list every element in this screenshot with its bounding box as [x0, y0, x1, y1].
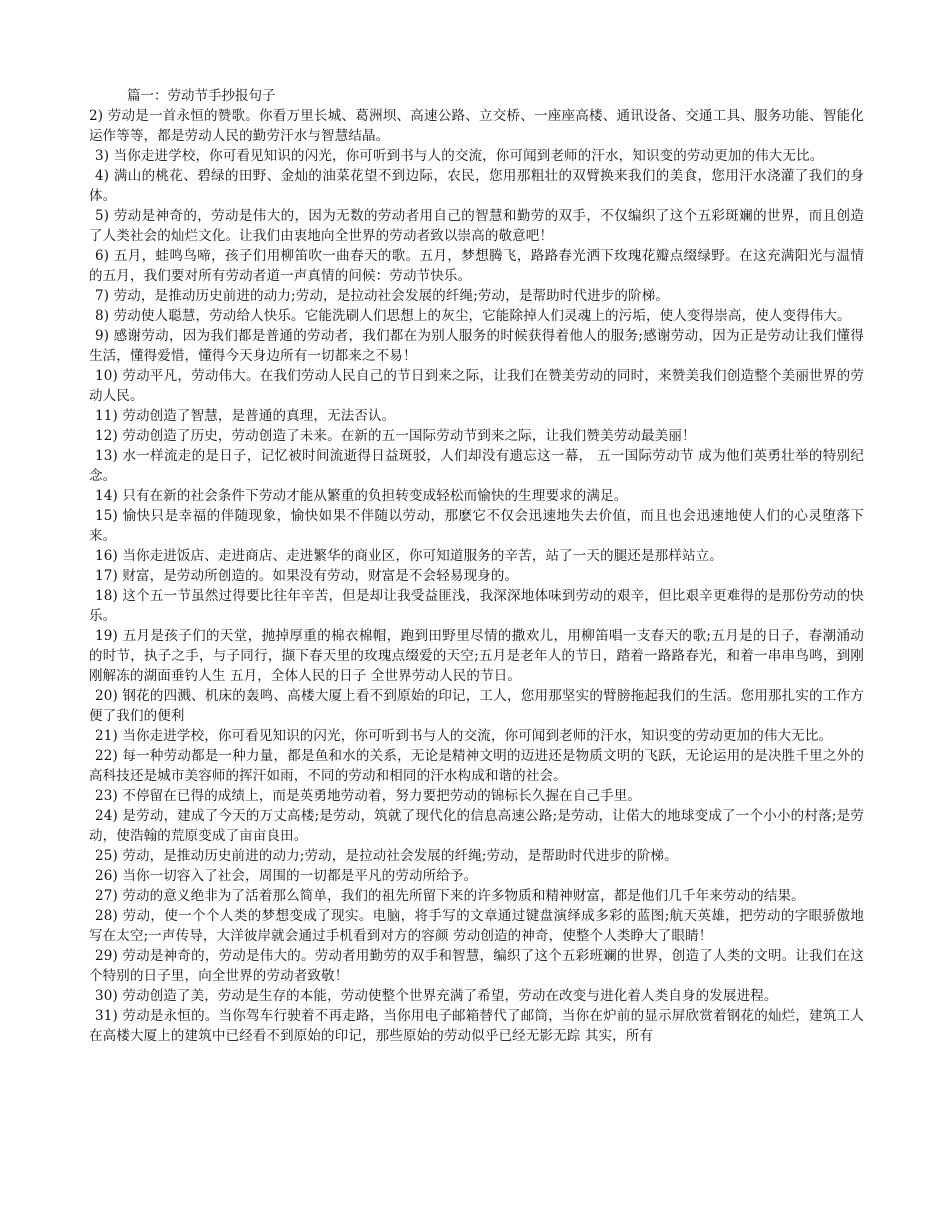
list-item: 29) 劳动是神奇的，劳动是伟大的。劳动者用勤劳的双手和智慧，编织了这个五彩班斓的世界，创造了人类的文明。让我们在这个特别的日子里，向全世界的劳动者致敬！	[89, 948, 864, 984]
list-item: 15) 愉快只是幸福的伴随现象，愉快如果不伴随以劳动，那麽它不仅会迅速地失去价值，而且也会迅速地使人们的心灵堕落下来。	[89, 508, 864, 544]
list-item: 26) 当你一切容入了社会，周围的一切都是平凡的劳动所给予。	[95, 868, 478, 884]
list-item: 27) 劳动的意义绝非为了活着那么简单，我们的祖先所留下来的许多物质和精神财富，都是他们几千年来劳动的结果。	[95, 888, 805, 904]
list-item: 18) 这个五一节虽然过得要比往年辛苦，但是却让我受益匪浅，我深深地体味到劳动的艰辛，但比艰辛更难得的是那份劳动的快乐。	[89, 588, 864, 624]
list-item: 3) 当你走进学校，你可看见知识的闪光，你可听到书与人的交流，你可闻到老师的汗水，知识变的劳动更加的伟大无比。	[95, 148, 824, 164]
list-item: 7) 劳动，是推动历史前进的动力;劳动，是拉动社会发展的纤绳;劳动，是帮助时代进步的阶梯。	[95, 288, 669, 304]
list-item: 10) 劳动平凡，劳动伟大。在我们劳动人民自己的节日到来之际，让我们在赞美劳动的同时，来赞美我们创造整个美丽世界的劳动人民。	[89, 368, 864, 404]
list-item: 11) 劳动创造了智慧，是普通的真理，无法否认。	[95, 408, 396, 424]
list-item: 14) 只有在新的社会条件下劳动才能从繁重的负担转变成轻松而愉快的生理要求的满足。	[95, 488, 628, 504]
list-item: 21) 当你走进学校，你可看见知识的闪光，你可听到书与人的交流，你可闻到老师的汗水，知识变的劳动更加的伟大无比。	[95, 728, 833, 744]
sentence-list	[89, 106, 864, 1046]
list-item: 28) 劳动，使一个个人类的梦想变成了现实。电脑，将手写的文章通过键盘演绎成多彩的蓝图;航天英雄，把劳动的字眼骄傲地写在太空;一声传导，大洋彼岸就会通过手机看到对方的容颜 劳动创造的神奇，使整个人类睁大了眼睛！	[89, 908, 864, 944]
list-item: 13) 水一样流走的是日子，记忆被时间流逝得日益斑驳，人们却没有遗忘这一幕， 五一国际劳动节 成为他们英勇壮举的特别纪念。	[89, 448, 864, 484]
list-item: 31) 劳动是永恒的。当你驾车行驶着不再走路，当你用电子邮箱替代了邮筒，当你在炉前的显示屏欣赏着钢花的灿烂，建筑工人在高楼大厦上的建筑中已经看不到原始的印记，那些原始的劳动似乎已经无影无踪 其实，所有	[89, 1008, 864, 1044]
list-item: 9) 感谢劳动，因为我们都是普通的劳动者，我们都在为别人服务的时候获得着他人的服务;感谢劳动，因为正是劳动让我们懂得生活，懂得爱惜，懂得今天身边所有一切都来之不易！	[89, 328, 864, 364]
document-title: 篇一：劳动节手抄报句子	[127, 88, 276, 104]
list-item: 30) 劳动创造了美，劳动是生存的本能，劳动使整个世界充满了希望，劳动在改变与进化着人类自身的发展进程。	[95, 988, 778, 1004]
list-item: 17) 财富，是劳动所创造的。如果没有劳动，财富是不会轻易现身的。	[95, 568, 519, 584]
list-item: 16) 当你走进饭店、走进商店、走进繁华的商业区，你可知道服务的辛苦，站了一天的腿还是那样站立。	[95, 548, 723, 564]
list-item: 2) 劳动是一首永恒的赞歌。你看万里长城、葛洲坝、高速公路、立交桥、一座座高楼、通讯设备、交通工具、服务功能、智能化运作等等，都是劳动人民的勤劳汗水与智慧结晶。	[89, 108, 864, 144]
list-item: 23) 不停留在已得的成绩上，而是英勇地劳动着，努力要把劳动的锦标长久握在自己手里。	[95, 788, 642, 804]
list-item: 22) 每一种劳动都是一种力量，都是鱼和水的关系，无论是精神文明的迈进还是物质文明的飞跃，无论运用的是决胜千里之外的高科技还是城市美容师的挥汗如雨，不同的劳动和相同的汗水构成和谐的社会。	[89, 748, 864, 784]
list-item: 4) 满山的桃花、碧绿的田野、金灿的油菜花望不到边际，农民，您用那粗壮的双臂换来我们的美食，您用汗水浇灌了我们的身体。	[89, 168, 864, 204]
list-item: 20) 钢花的四溅、机床的轰鸣、高楼大厦上看不到原始的印记，工人，您用那坚实的臂膀拖起我们的生活。您用那扎实的工作方便了我们的便利	[89, 688, 864, 724]
list-item: 25) 劳动，是推动历史前进的动力;劳动，是拉动社会发展的纤绳;劳动，是帮助时代进步的阶梯。	[95, 848, 678, 864]
list-item: 8) 劳动使人聪慧，劳动给人快乐。它能洗刷人们思想上的灰尘，它能除掉人们灵魂上的污垢，使人变得崇高，使人变得伟大。	[95, 308, 851, 324]
list-item: 19) 五月是孩子们的天堂，抛掉厚重的棉衣棉帽，跑到田野里尽情的撒欢儿，用柳笛唱一支春天的歌;五月是的日子，春潮涌动的时节，执子之手，与子同行，撷下春天里的玫瑰点缀爱的天空;五月是老年人的节日，踏着一路路春光，和着一串串鸟鸣，到刚刚解冻的湖面垂钓人生 五月，全体人民的日子 全世界劳动人民的节日。	[89, 628, 864, 684]
list-item: 24) 是劳动，建成了今天的万丈高楼;是劳动，筑就了现代化的信息高速公路;是劳动，让偌大的地球变成了一个小小的村落;是劳动，使浩翰的荒原变成了亩亩良田。	[89, 808, 864, 844]
list-item: 5) 劳动是神奇的，劳动是伟大的，因为无数的劳动者用自己的智慧和勤劳的双手，不仅编织了这个五彩斑斓的世界，而且创造了人类社会的灿烂文化。让我们由衷地向全世界的劳动者致以崇高的敬意吧！	[89, 208, 864, 244]
list-item: 12) 劳动创造了历史，劳动创造了未来。在新的五一国际劳动节到来之际，让我们赞美劳动最美丽！	[95, 428, 696, 444]
list-item: 6) 五月，蛙鸣鸟啼，孩子们用柳笛吹一曲春天的歌。五月，梦想腾飞，路路春光洒下玫瑰花瓣点缀绿野。在这充满阳光与温情的五月，我们要对所有劳动者道一声真情的问候：劳动节快乐。	[89, 248, 864, 284]
